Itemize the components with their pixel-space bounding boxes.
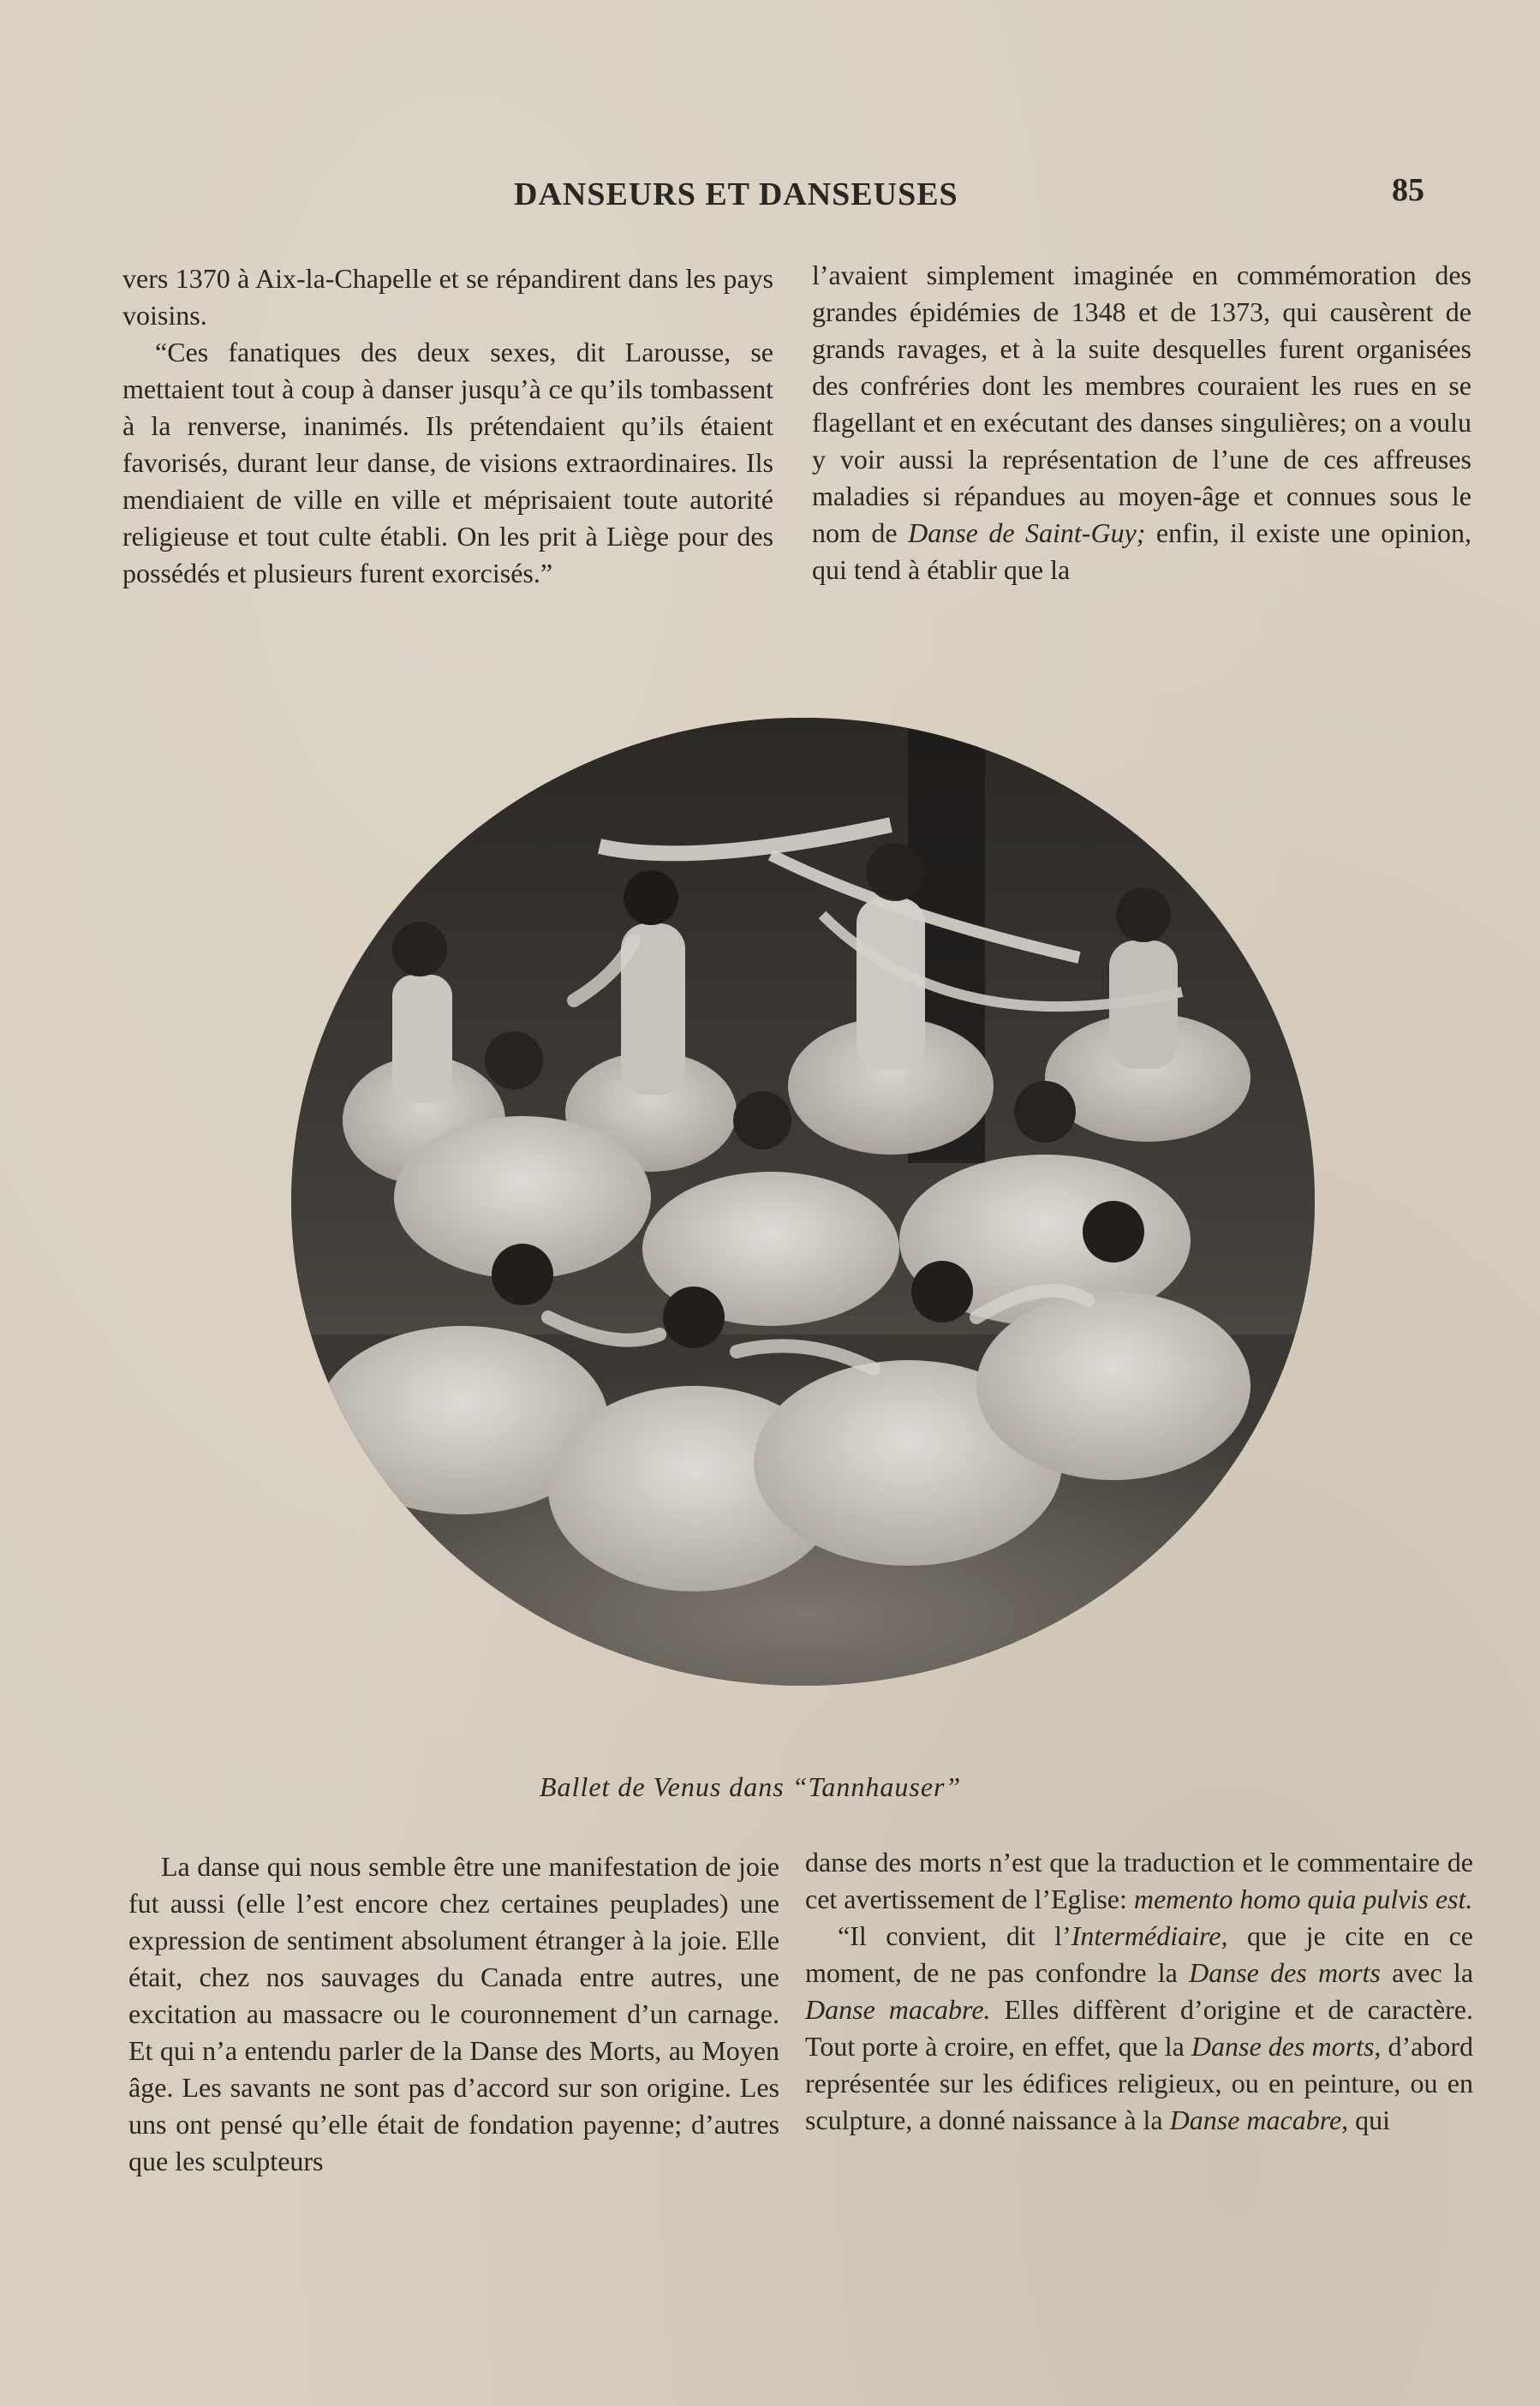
italic-run: Danse macabre, [1169,2105,1349,2135]
text-run: danse des morts n’est que la traduction et le commentaire de cet avertissement de l’Eglise: [805,1847,1473,1914]
text-run: avec la [1380,1957,1474,1988]
text-run: d’abord représentée sur les édifices religieux, ou en peinture, ou en sculpture, a donné naissance à la [805,2031,1473,2135]
paragraph: vers 1370 à Aix-la-Chapelle et se répandirent dans les pays voisins. [122,263,773,331]
column-bottom-left [128,1848,779,2180]
figure-caption: Ballet de Venus dans “Tannhauser” [540,1771,962,1802]
text-run: l’avaient simplement imaginée en commémoration des grandes épidémies de 1348 et de 1373, qui causèrent de grands ravages, et à la suite desquelles furent organisées des confréries dont les membres couraient les rues en se flagellant et en exécutant des danses singulières; on a voulu y voir aussi la représentation de l’une de ces affreuses maladies si répandues au moyen-âge et connues sous le nom de [812,260,1471,548]
column-bottom-right [805,1844,1473,2139]
text-run: que je cite en ce moment, de ne pas confondre la [805,1920,1473,1988]
paragraph [812,257,1471,588]
text-run: “Il convient, dit l’ [838,1920,1071,1951]
running-header: DANSEURS ET DANSEUSES [514,176,958,212]
paragraph [805,1918,1473,2139]
italic-run: Danse macabre. [805,1994,991,2025]
ballet-photograph [291,718,1315,1686]
italic-run: Intermédiaire, [1071,1920,1228,1951]
paragraph: La danse qui nous semble être une manifestation de joie fut aussi (elle l’est encore chez certaines peuplades) une expression de sentiment absolument étranger à la joie. Elle était, chez nos sauvages du Canada entre autres, une excitation au massacre ou le couronnement d’un carnage. Et qui n’a entendu parler de la Danse des Morts, au Moyen âge. Les savants ne sont pas d’accord sur son origine. Les uns ont pensé qu’elle était de fondation payenne; d’autres que les sculpteurs [128,1851,779,2176]
paragraph: “Ces fanatiques des deux sexes, dit Larousse, se mettaient tout à coup à danser jusqu’à ce qu’ils tombassent à la renverse, inanimés. Ils prétendaient qu’ils étaient favorisés, durant leur danse, de visions extraordinaires. Ils mendiaient de ville en ville et méprisaient toute autorité religieuse et tout culte établi. On les prit à Liège pour des possédés et plusieurs furent exorcisés.” [122,337,773,588]
italic-run: Danse de Saint-Guy; [908,517,1146,548]
text-run: enfin, il existe une opinion, qui tend à établir que la [812,517,1472,585]
page-number: 85 [1392,172,1424,208]
paragraph [805,1844,1473,1918]
text-run: Elles diffèrent d’origine et de caractère. Tout porte à croire, en effet, que la [805,1994,1474,2062]
italic-run: Danse des morts, [1191,2031,1382,2062]
italic-run: memento homo quia pulvis est. [1133,1884,1473,1914]
italic-run: Danse des morts [1189,1957,1381,1988]
text-run: qui [1348,2105,1391,2135]
photo-illustration [291,718,1315,1686]
column-top-left [122,260,773,592]
column-top-right [812,257,1471,588]
